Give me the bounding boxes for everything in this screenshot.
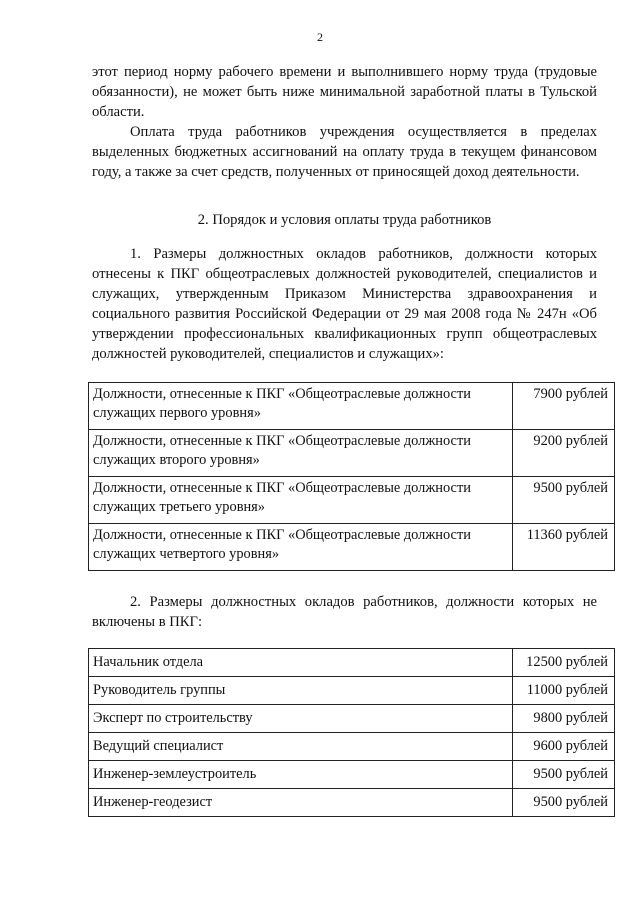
- salary-cell: 12500 рублей: [513, 649, 615, 677]
- salary-cell: 9500 рублей: [513, 477, 615, 524]
- position-cell: Должности, отнесенные к ПКГ «Общеотраслевые должности служащих первого уровня»: [89, 383, 513, 430]
- table-row: [89, 677, 615, 705]
- position-cell: Начальник отдела: [89, 649, 513, 677]
- table-row: [89, 383, 615, 430]
- section-item-1: 1. Размеры должностных окладов работников, должности которых отнесены к ПКГ общеотраслевых должностей руководителей, специалистов и служащих, утвержденным Приказом Министерства здравоохранения и социального развития Российской Федерации от 29 мая 2008 года № 247н «Об утверждении профессиональных квалификационных групп общеотраслевых должностей руководителей, специалистов и служащих»:: [92, 246, 597, 362]
- table-row: [89, 430, 615, 477]
- table-row: [89, 477, 615, 524]
- position-cell: Должности, отнесенные к ПКГ «Общеотраслевые должности служащих третьего уровня»: [89, 477, 513, 524]
- table-row: [89, 705, 615, 733]
- position-cell: Инженер-геодезист: [89, 789, 513, 817]
- salary-cell: 11360 рублей: [513, 524, 615, 571]
- salary-cell: 11000 рублей: [513, 677, 615, 705]
- position-cell: Эксперт по строительству: [89, 705, 513, 733]
- table-row: [89, 761, 615, 789]
- section-item-2: 2. Размеры должностных окладов работников, должности которых не включены в ПКГ:: [92, 594, 597, 630]
- page-number: 2: [317, 30, 323, 44]
- salary-cell: 9500 рублей: [513, 761, 615, 789]
- position-cell: Ведущий специалист: [89, 733, 513, 761]
- intro-paragraph-2: Оплата труда работников учреждения осуществляется в пределах выделенных бюджетных ассигнований на оплату труда в текущем финансовом году, а также за счет средств, полученных от приносящей доход деятельности.: [92, 124, 597, 180]
- position-cell: Руководитель группы: [89, 677, 513, 705]
- table-row: [89, 789, 615, 817]
- other-salary-table: [88, 648, 615, 817]
- section-heading: 2. Порядок и условия оплаты труда работников: [197, 212, 492, 228]
- table-row: [89, 649, 615, 677]
- salary-cell: 9500 рублей: [513, 789, 615, 817]
- intro-paragraph-1: этот период норму рабочего времени и выполнившего норму труда (трудовые обязанности), не может быть ниже минимальной заработной платы в Тульской области.: [92, 64, 597, 120]
- position-cell: Должности, отнесенные к ПКГ «Общеотраслевые должности служащих четвертого уровня»: [89, 524, 513, 571]
- salary-cell: 7900 рублей: [513, 383, 615, 430]
- salary-cell: 9600 рублей: [513, 733, 615, 761]
- table-row: [89, 733, 615, 761]
- pkg-salary-table: [88, 382, 615, 571]
- position-cell: Инженер-землеустроитель: [89, 761, 513, 789]
- salary-cell: 9800 рублей: [513, 705, 615, 733]
- salary-cell: 9200 рублей: [513, 430, 615, 477]
- table-row: [89, 524, 615, 571]
- position-cell: Должности, отнесенные к ПКГ «Общеотраслевые должности служащих второго уровня»: [89, 430, 513, 477]
